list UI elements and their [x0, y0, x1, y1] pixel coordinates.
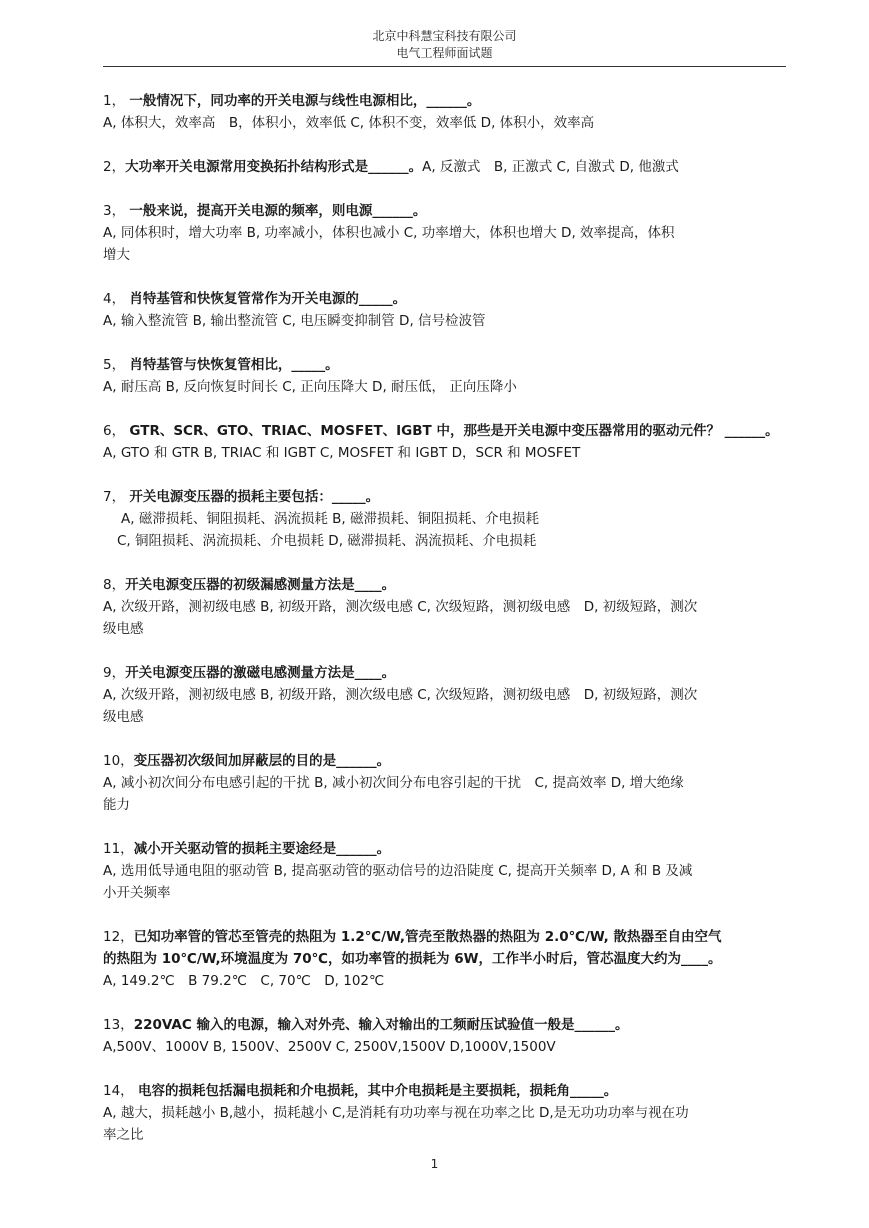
question-9: [103, 662, 786, 728]
question-text: 开关电源变压器的初级漏感测量方法是____。: [125, 577, 396, 593]
question-text: 一般情况下，同功率的开关电源与线性电源相比，______。: [129, 93, 481, 109]
question-options-continued: 增大: [103, 247, 130, 263]
question-text: 减小开关驱动管的损耗主要途经是______。: [133, 841, 391, 857]
question-options: A, 次级开路，测初级电感 B, 初级开路，测次级电感 C, 次级短路，测初级电感 D, 初级短路，测次: [103, 599, 698, 615]
question-number: 11，: [103, 841, 134, 857]
header-divider: [103, 66, 786, 67]
question-5: [103, 354, 786, 398]
question-number: 2，: [103, 159, 126, 175]
question-options: A, 减小初次间分布电感引起的干扰 B, 减小初次间分布电容引起的干扰 C, 提高效率 D, 增大绝缘: [103, 775, 684, 791]
question-number: 3，: [103, 203, 126, 219]
question-options-continued: C, 铜阻损耗、涡流损耗、介电损耗 D, 磁滞损耗、涡流损耗、介电损耗: [117, 533, 537, 549]
question-text: 开关电源变压器的损耗主要包括：_____。: [129, 489, 380, 505]
question-text: 变压器初次级间加屏蔽层的目的是______。: [133, 753, 391, 769]
company-name: 北京中科慧宝科技有限公司: [372, 29, 517, 43]
question-2: [103, 156, 786, 178]
question-options: A, 耐压高 B, 反向恢复时间长 C, 正向压降大 D, 耐压低， 正向压降小: [103, 379, 517, 395]
question-options: A, 磁滞损耗、铜阻损耗、涡流损耗 B, 磁滞损耗、铜阻损耗、介电损耗: [121, 511, 539, 527]
question-options-continued: 小开关频率: [103, 885, 171, 901]
question-3: [103, 200, 786, 266]
question-options: A, 次级开路，测初级电感 B, 初级开路，测次级电感 C, 次级短路，测初级电感 D, 初级短路，测次: [103, 687, 698, 703]
question-number: 4，: [103, 291, 126, 307]
page-header: [103, 28, 786, 62]
question-text-continued: 的热阻为 10℃/W,环境温度为 70℃，如功率管的损耗为 6W，工作半小时后，管芯温度大约为____。: [103, 951, 722, 967]
question-10: [103, 750, 786, 816]
question-text: 开关电源变压器的激磁电感测量方法是____。: [125, 665, 396, 681]
question-text: 大功率开关电源常用变换拓扑结构形式是______。: [125, 159, 423, 175]
question-number: 8，: [103, 577, 126, 593]
question-options: A, 越大，损耗越小 B,越小，损耗越小 C,是消耗有功功率与视在功率之比 D,是无功功功率与视在功: [103, 1105, 689, 1121]
document-subtitle: 电气工程师面试题: [396, 46, 493, 60]
question-number: 13，: [103, 1017, 134, 1033]
question-number: 1，: [103, 93, 126, 109]
question-options-continued: 级电感: [103, 709, 144, 725]
question-number: 6，: [103, 423, 126, 439]
question-number: 7，: [103, 489, 126, 505]
question-number: 12，: [103, 929, 134, 945]
question-options: A, GTO 和 GTR B, TRIAC 和 IGBT C, MOSFET 和 IGBT D，SCR 和 MOSFET: [103, 445, 581, 461]
question-options: A,500V、1000V B, 1500V、2500V C, 2500V,1500V D,1000V,1500V: [103, 1039, 556, 1055]
question-7: [103, 486, 786, 552]
question-options-continued: 级电感: [103, 621, 144, 637]
question-6: [103, 420, 786, 464]
question-number: 14，: [103, 1083, 134, 1099]
question-text: GTR、SCR、GTO、TRIAC、MOSFET、IGBT 中，那些是开关电源中变压器常用的驱动元件？ ______。: [129, 423, 779, 439]
question-11: [103, 838, 786, 904]
question-options: A, 149.2℃ B 79.2℃ C, 70℃ D, 102℃: [103, 973, 385, 989]
question-text: 220VAC 输入的电源，输入对外壳、输入对输出的工频耐压试验值一般是______。: [133, 1017, 629, 1033]
question-text: 已知功率管的管芯至管壳的热阻为 1.2℃/W,管壳至散热器的热阻为 2.0℃/W, 散热器至自由空气: [133, 929, 722, 945]
question-text: 一般来说，提高开关电源的频率，则电源______。: [129, 203, 427, 219]
question-options-continued: 能力: [103, 797, 130, 813]
question-14: [103, 1080, 786, 1146]
question-options: A, 体积大，效率高 B，体积小，效率低 C, 体积不变，效率低 D, 体积小，效率高: [103, 115, 595, 131]
question-options-continued: 率之比: [103, 1127, 144, 1143]
question-4: [103, 288, 786, 332]
question-number: 5，: [103, 357, 126, 373]
question-text: 肖特基管和快恢复管常作为开关电源的_____。: [129, 291, 407, 307]
question-number: 10，: [103, 753, 134, 769]
question-text: 肖特基管与快恢复管相比，_____。: [129, 357, 339, 373]
question-13: [103, 1014, 786, 1058]
question-options: A, 反激式 B, 正激式 C, 自激式 D, 他激式: [422, 159, 679, 175]
question-1: [103, 90, 786, 134]
question-text: 电容的损耗包括漏电损耗和介电损耗，其中介电损耗是主要损耗，损耗角_____。: [137, 1083, 618, 1099]
question-options: A, 同体积时，增大功率 B, 功率减小，体积也减小 C, 功率增大，体积也增大 D, 效率提高，体积: [103, 225, 675, 241]
question-8: [103, 574, 786, 640]
page-number: 1: [430, 1157, 439, 1171]
question-12: [103, 926, 786, 992]
question-number: 9，: [103, 665, 126, 681]
question-options: A, 输入整流管 B, 输出整流管 C, 电压瞬变抑制管 D, 信号检波管: [103, 313, 486, 329]
question-options: A, 选用低导通电阻的驱动管 B, 提高驱动管的驱动信号的边沿陡度 C, 提高开关频率 D, A 和 B 及减: [103, 863, 693, 879]
question-list: [103, 90, 786, 1168]
